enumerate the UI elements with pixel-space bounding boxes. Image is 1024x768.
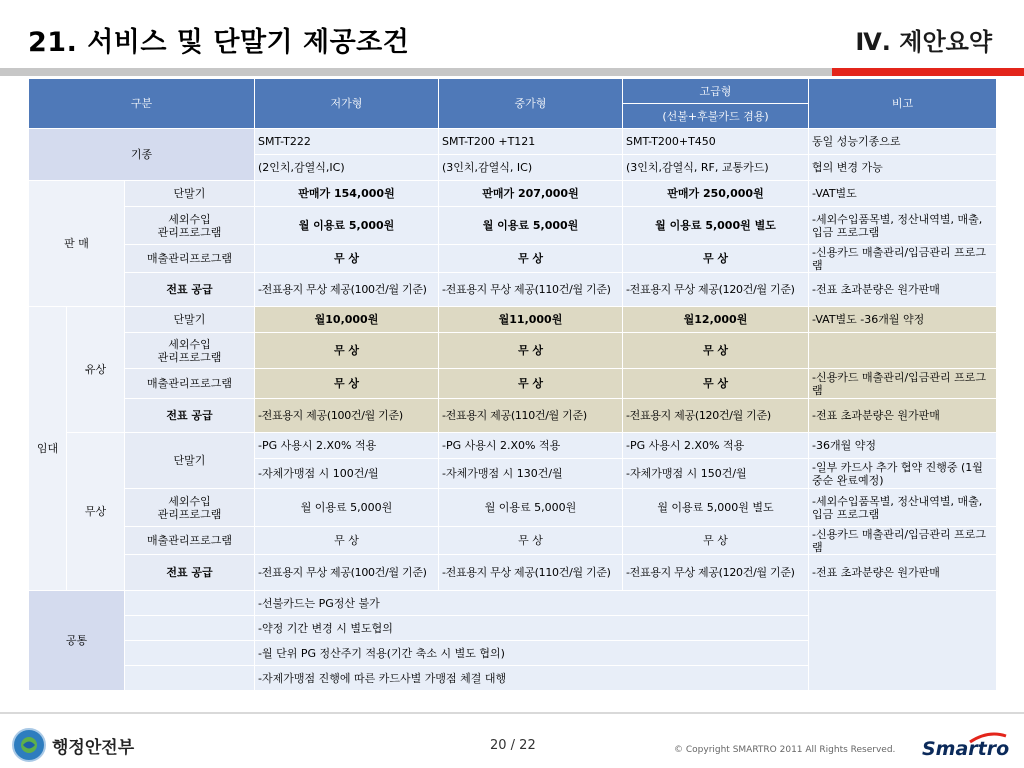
- ministry-logo: [12, 728, 134, 762]
- rent-row-label: 전표 공급: [125, 555, 255, 591]
- rent-free-low: 월 이용료 5,000원: [255, 489, 439, 527]
- rent-label: 임대: [29, 307, 67, 591]
- rent-row-label: 전표 공급: [125, 399, 255, 433]
- rent-paid-mid: -전표용지 제공(110건/월 기준): [439, 399, 623, 433]
- rent-paid-note: -VAT별도 -36개월 약정: [809, 307, 997, 333]
- model-mid-spec: (3인치,감열식, IC): [439, 155, 623, 181]
- header-low: 저가형: [255, 79, 439, 129]
- rent-free-high: 무 상: [623, 527, 809, 555]
- sale-mid: -전표용지 무상 제공(110건/월 기준): [439, 273, 623, 307]
- rent-paid-high: 월12,000원: [623, 307, 809, 333]
- sale-high: -전표용지 무상 제공(120건/월 기준): [623, 273, 809, 307]
- ministry-emblem-icon: [12, 728, 46, 762]
- common-item: -선불카드는 PG정산 불가: [255, 591, 809, 616]
- common-item: -자제가맹점 진행에 따른 카드사별 가맹점 체결 대행: [255, 666, 809, 691]
- brand-logo: Smartro: [922, 738, 1010, 760]
- sale-high: 판매가 250,000원: [623, 181, 809, 207]
- model-high: SMT-T200+T450: [623, 129, 809, 155]
- sale-mid: 판매가 207,000원: [439, 181, 623, 207]
- rent-paid-mid: 무 상: [439, 369, 623, 399]
- page-number: 20 / 22: [490, 738, 536, 753]
- header-high-sub: (선불+후불카드 겸용): [623, 104, 809, 129]
- rent-free-mid: -자체가맹점 시 130건/월: [439, 459, 623, 489]
- rent-paid-low: 무 상: [255, 333, 439, 369]
- common-item: -약정 기간 변경 시 별도협의: [255, 616, 809, 641]
- rent-free-label: 무상: [67, 433, 125, 591]
- rent-free-high: 월 이용료 5,000원 별도: [623, 489, 809, 527]
- rent-free-low: -자체가맹점 시 100건/월: [255, 459, 439, 489]
- sale-low: -전표용지 무상 제공(100건/월 기준): [255, 273, 439, 307]
- sale-note: -세외수입품목별, 정산내역별, 매출, 입금 프로그램: [809, 207, 997, 245]
- rent-row-label: 매출관리프로그램: [125, 369, 255, 399]
- rent-row-label: 세외수입 관리프로그램: [125, 333, 255, 369]
- rent-paid-mid: 월11,000원: [439, 307, 623, 333]
- header-note: 비고: [809, 79, 997, 129]
- rent-free-mid: 무 상: [439, 527, 623, 555]
- rent-paid-low: 월10,000원: [255, 307, 439, 333]
- rent-free-mid: 월 이용료 5,000원: [439, 489, 623, 527]
- sale-label: 판 매: [29, 181, 125, 307]
- sale-mid: 월 이용료 5,000원: [439, 207, 623, 245]
- sale-high: 월 이용료 5,000원 별도: [623, 207, 809, 245]
- model-low-spec: (2인치,감열식,IC): [255, 155, 439, 181]
- section-title: Ⅳ. 제안요약: [855, 28, 992, 56]
- sale-note: -VAT별도: [809, 181, 997, 207]
- sale-high: 무 상: [623, 245, 809, 273]
- rent-row-label: 매출관리프로그램: [125, 527, 255, 555]
- rent-free-note: -신용카드 매출관리/입금관리 프로그램: [809, 527, 997, 555]
- rent-free-high: -전표용지 무상 제공(120건/월 기준): [623, 555, 809, 591]
- rent-free-mid: -PG 사용시 2.X0% 적용: [439, 433, 623, 459]
- sale-low: 월 이용료 5,000원: [255, 207, 439, 245]
- footer-divider: [0, 712, 1024, 714]
- rent-paid-low: -전표용지 제공(100건/월 기준): [255, 399, 439, 433]
- common-empty: [125, 641, 255, 666]
- sale-low: 무 상: [255, 245, 439, 273]
- rent-paid-note: [809, 333, 997, 369]
- rent-free-mid: -전표용지 무상 제공(110건/월 기준): [439, 555, 623, 591]
- rent-free-high: -PG 사용시 2.X0% 적용: [623, 433, 809, 459]
- header-high: 고급형: [623, 79, 809, 104]
- sale-mid: 무 상: [439, 245, 623, 273]
- ministry-name: 행정안전부: [52, 737, 135, 758]
- rent-row-label: 단말기: [125, 307, 255, 333]
- model-low: SMT-T222: [255, 129, 439, 155]
- copyright: © Copyright SMARTRO 2011 All Rights Reserved.: [674, 745, 896, 755]
- common-empty: [125, 616, 255, 641]
- sale-note: -신용카드 매출관리/입금관리 프로그램: [809, 245, 997, 273]
- sale-low: 판매가 154,000원: [255, 181, 439, 207]
- header-accent-bar: [832, 68, 1024, 76]
- page-title: 21. 서비스 및 단말기 제공조건: [28, 27, 410, 58]
- model-label: 기종: [29, 129, 255, 181]
- header-gubun: 구분: [29, 79, 255, 129]
- rent-paid-low: 무 상: [255, 369, 439, 399]
- rent-paid-high: 무 상: [623, 369, 809, 399]
- rent-free-note: -세외수입품목별, 정산내역별, 매출, 입금 프로그램: [809, 489, 997, 527]
- rent-paid-high: 무 상: [623, 333, 809, 369]
- model-mid: SMT-T200 +T121: [439, 129, 623, 155]
- rent-free-note: -전표 초과분량은 원가판매: [809, 555, 997, 591]
- rent-free-note: -일부 카드사 추가 협약 진행중 (1월중순 완료예정): [809, 459, 997, 489]
- rent-free-note: -36개월 약정: [809, 433, 997, 459]
- rent-row-label: 단말기: [125, 433, 255, 489]
- rent-free-low: -PG 사용시 2.X0% 적용: [255, 433, 439, 459]
- model-note-2: 협의 변경 가능: [809, 155, 997, 181]
- model-high-spec: (3인치,감열식, RF, 교통카드): [623, 155, 809, 181]
- rent-paid-mid: 무 상: [439, 333, 623, 369]
- rent-free-low: 무 상: [255, 527, 439, 555]
- rent-row-label: 세외수입 관리프로그램: [125, 489, 255, 527]
- service-conditions-table: [28, 78, 997, 691]
- sale-row-label: 단말기: [125, 181, 255, 207]
- rent-paid-note: -신용카드 매출관리/입금관리 프로그램: [809, 369, 997, 399]
- rent-paid-label: 유상: [67, 307, 125, 433]
- header-mid: 중가형: [439, 79, 623, 129]
- common-empty: [125, 666, 255, 691]
- rent-free-low: -전표용지 무상 제공(100건/월 기준): [255, 555, 439, 591]
- common-empty: [125, 591, 255, 616]
- sale-row-label: 전표 공급: [125, 273, 255, 307]
- rent-free-high: -자체가맹점 시 150건/월: [623, 459, 809, 489]
- sale-note: -전표 초과분량은 원가판매: [809, 273, 997, 307]
- common-item: -월 단위 PG 정산주기 적용(기간 축소 시 별도 협의): [255, 641, 809, 666]
- sale-row-label: 세외수입 관리프로그램: [125, 207, 255, 245]
- common-label: 공통: [29, 591, 125, 691]
- sale-row-label: 매출관리프로그램: [125, 245, 255, 273]
- rent-paid-note: -전표 초과분량은 원가판매: [809, 399, 997, 433]
- common-note-empty: [809, 591, 997, 691]
- rent-paid-high: -전표용지 제공(120건/월 기준): [623, 399, 809, 433]
- model-note: 동일 성능기종으로: [809, 129, 997, 155]
